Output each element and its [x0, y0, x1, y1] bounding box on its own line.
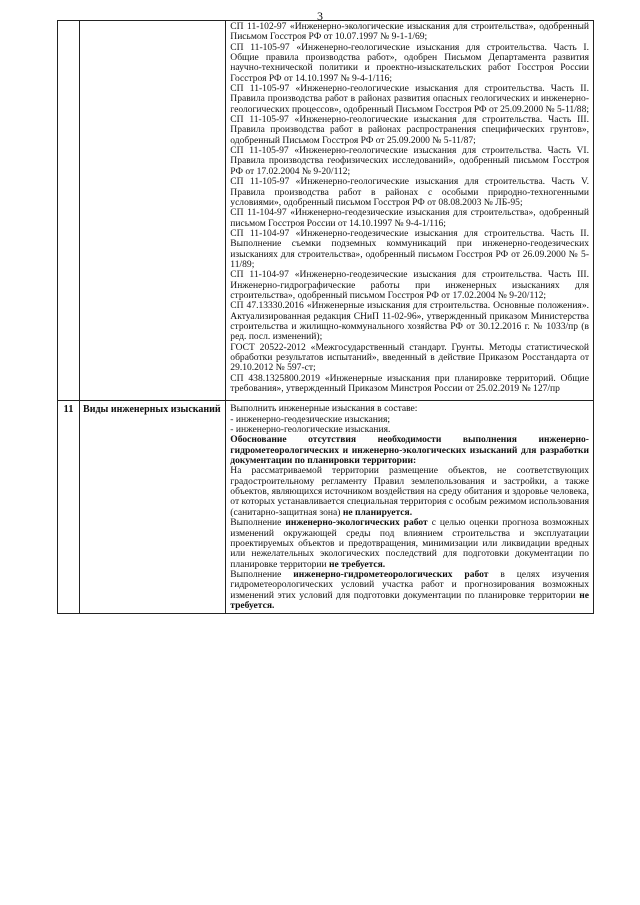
- justification-paragraph: [230, 466, 589, 518]
- hydro-paragraph: [230, 570, 589, 611]
- standard-entry: СП 11-105-97 «Инженерно-геологические изыскания для строительства. Часть V. Правила производства работ в районах с особыми природно-техногенными условиями», одобренный письмом Госстроя РФ от 08.08.2003 № ЛБ-95;: [230, 176, 589, 208]
- row-label: Виды инженерных изысканий: [80, 401, 226, 614]
- eco-paragraph: [230, 518, 589, 570]
- survey-types-cell: [226, 401, 594, 614]
- row-label-cell: [80, 21, 226, 401]
- eco-text: с целью оценки прогноза возможных изменений окружающей среды под влиянием строительства и эксплуатации проектируемых объектов и предотвращения, минимизации или ликвидации вредных или нежелательных экологических последствий для подготовки документации по планировке территории: [230, 517, 589, 570]
- eco-end: не требуется.: [328, 558, 386, 570]
- hydro-end: не требуется.: [230, 589, 589, 611]
- standard-entry: СП 47.13330.2016 «Инженерные изыскания для строительства. Основные положения». Актуализированная редакция СНиП 11-02-96», утвержденный приказом Министерства строительства и жилищно-коммунального хозяйства РФ от 30.12.2016 г. № 1033/пр (в ред. посл. изменений);: [230, 300, 589, 343]
- standards-list-cell: [226, 21, 594, 401]
- standard-entry: СП 11-102-97 «Инженерно-экологические изыскания для строительства», одобренный Письмом Госстроя РФ от 10.07.1997 № 9-1-1/69;: [230, 21, 589, 43]
- row-number: 11: [58, 401, 80, 614]
- justification-text: На рассматриваемой территории размещение объектов, не соответствующих градостроительному регламенту Правил землепользования и застройки, а также объектов, являющихся источником воздействия на среду обитания и здоровье человека, от которых устанавливается специальная территория с особым режимом использования (санитарно-защитная зона): [230, 465, 589, 518]
- row-number-cell: [58, 21, 80, 401]
- survey-item: - инженерно-геодезические изыскания;: [230, 413, 390, 425]
- eco-bold: инженерно-экологических работ: [285, 517, 428, 529]
- standard-entry: СП 11-104-97 «Инженерно-геодезические изыскания для строительства. Часть III. Инженерно-гидрографические работы при инженерных изысканиях для строительства», одобренный письмом Госстроя РФ от 17.02.2004 № 9-20/112;: [230, 269, 589, 301]
- standard-entry: СП 11-105-97 «Инженерно-геологические изыскания для строительства. Часть I. Общие правила производства работ», одобрен Письмом Департамента развития научно-технической политики и проектно-изыскательских работ Госстроя России Госстроя РФ от 14.10.1997 № 9-4-1/116;: [230, 41, 589, 84]
- justification-end: не планируется.: [342, 506, 413, 518]
- standard-entry: ГОСТ 20522-2012 «Межгосударственный стандарт. Грунты. Методы статистической обработки результатов испытаний», введенный в действие Приказом Росстандарта от 29.10.2012 № 597-ст;: [230, 341, 589, 374]
- intro-text: Выполнить инженерные изыскания в составе:: [230, 403, 418, 415]
- standard-entry: СП 11-105-97 «Инженерно-геологические изыскания для строительства. Часть II. Правила производства работ в районах развития опасных геологических и инженерно-геологических процессов», одобренный Письмом Госстроя РФ от 25.09.2000 № 5-11/88;: [230, 83, 589, 115]
- standard-entry: СП 11-105-97 «Инженерно-геологические изыскания для строительства. Часть VI. Правила производства геофизических исследований», одобренный письмом Госстроя РФ от 17.02.2004 № 9-20/112;: [230, 145, 589, 177]
- table-row-continued: [58, 21, 594, 401]
- table-row-11: [58, 401, 594, 614]
- hydro-text: в целях изучения гидрометеорологических условий участка работ и прогнозирования возможных изменений этих условий для подготовки документации по планировке территории: [230, 568, 590, 601]
- eco-prefix: Выполнение: [230, 517, 282, 529]
- survey-item: - инженерно-геологические изыскания.: [230, 424, 391, 436]
- standard-entry: СП 11-105-97 «Инженерно-геологические изыскания для строительства. Часть III. Правила производства работ в районах распространения специфических грунтов», одобренный Письмом Госстроя РФ от 25.09.2000 № 5-11/87;: [230, 114, 589, 146]
- requirements-table: [57, 20, 594, 614]
- hydro-bold: инженерно-гидрометеорологических работ: [293, 568, 489, 580]
- hydro-prefix: Выполнение: [230, 568, 282, 580]
- standard-entry: СП 11-104-97 «Инженерно-геодезические изыскания для строительства. Часть II. Выполнение съемки подземных коммуникаций при инженерно-геодезических изысканиях для строительства», одобренный письмом Госстроя РФ от 26.09.2000 № 5-11/89;: [230, 227, 589, 270]
- standard-entry: СП 11-104-97 «Инженерно-геодезические изыскания для строительства», одобренный письмом Госстроя России от 14.10.1997 № 9-4-1/116;: [230, 207, 589, 229]
- page-number: 3: [317, 9, 323, 23]
- standard-entry: СП 438.1325800.2019 «Инженерные изыскания при планировке территорий. Общие требования», утвержденный Приказом Минстроя России от 25.02.2019 № 127/пр: [230, 372, 589, 395]
- justification-heading: Обоснование отсутствия необходимости выполнения инженерно-гидрометеорологических и инженерно-экологических изысканий для разработки документации по планировки территории:: [230, 434, 589, 467]
